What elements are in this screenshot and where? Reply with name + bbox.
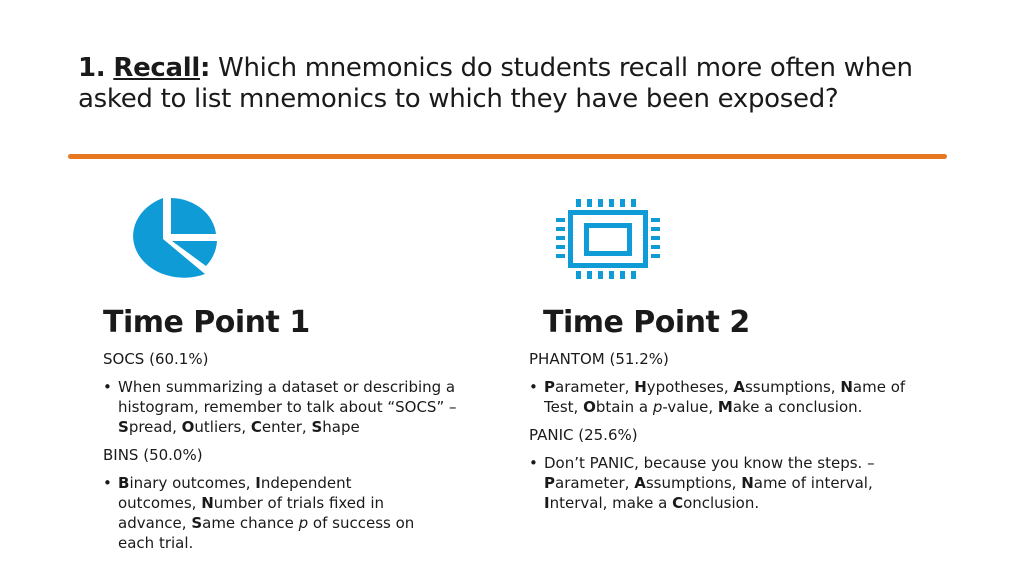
time-point-2-heading: Time Point 2 (543, 305, 750, 340)
bins-bullet: • Binary outcomes, Independent outcomes, Number of trials fixed in advance, Same chance p of success on each trial. (103, 473, 428, 553)
title-question: Which mnemonics do students recall more often when asked to list mnemonics to which they have been exposed? (78, 53, 913, 114)
time-point-1-column (103, 305, 488, 561)
socs-label: SOCS (60.1%) (103, 350, 209, 368)
time-point-1-heading: Time Point 1 (103, 305, 310, 340)
bins-label: BINS (50.0%) (103, 446, 203, 464)
socs-bullet: • When summarizing a dataset or describing a histogram, remember to talk about “SOCS” – Spread, Outliers, Center, Shape (103, 377, 488, 437)
slide-title (78, 53, 978, 115)
time-point-2-column (529, 305, 929, 521)
title-keyword: Recall (113, 53, 200, 83)
pie-chart-icon (114, 196, 218, 282)
panic-label: PANIC (25.6%) (529, 426, 638, 444)
phantom-bullet: • Parameter, Hypotheses, Assumptions, Name of Test, Obtain a p-value, Make a conclusion. (529, 377, 929, 417)
title-number: 1. (78, 53, 106, 83)
orange-divider (68, 154, 947, 159)
title-colon: : (199, 53, 211, 83)
microchip-icon (556, 199, 660, 279)
panic-bullet: • Don’t PANIC, because you know the steps. – Parameter, Assumptions, Name of interval, Interval, make a Conclusion. (529, 453, 884, 513)
phantom-label: PHANTOM (51.2%) (529, 350, 669, 368)
pie-chart-top-slice-icon (171, 198, 216, 234)
